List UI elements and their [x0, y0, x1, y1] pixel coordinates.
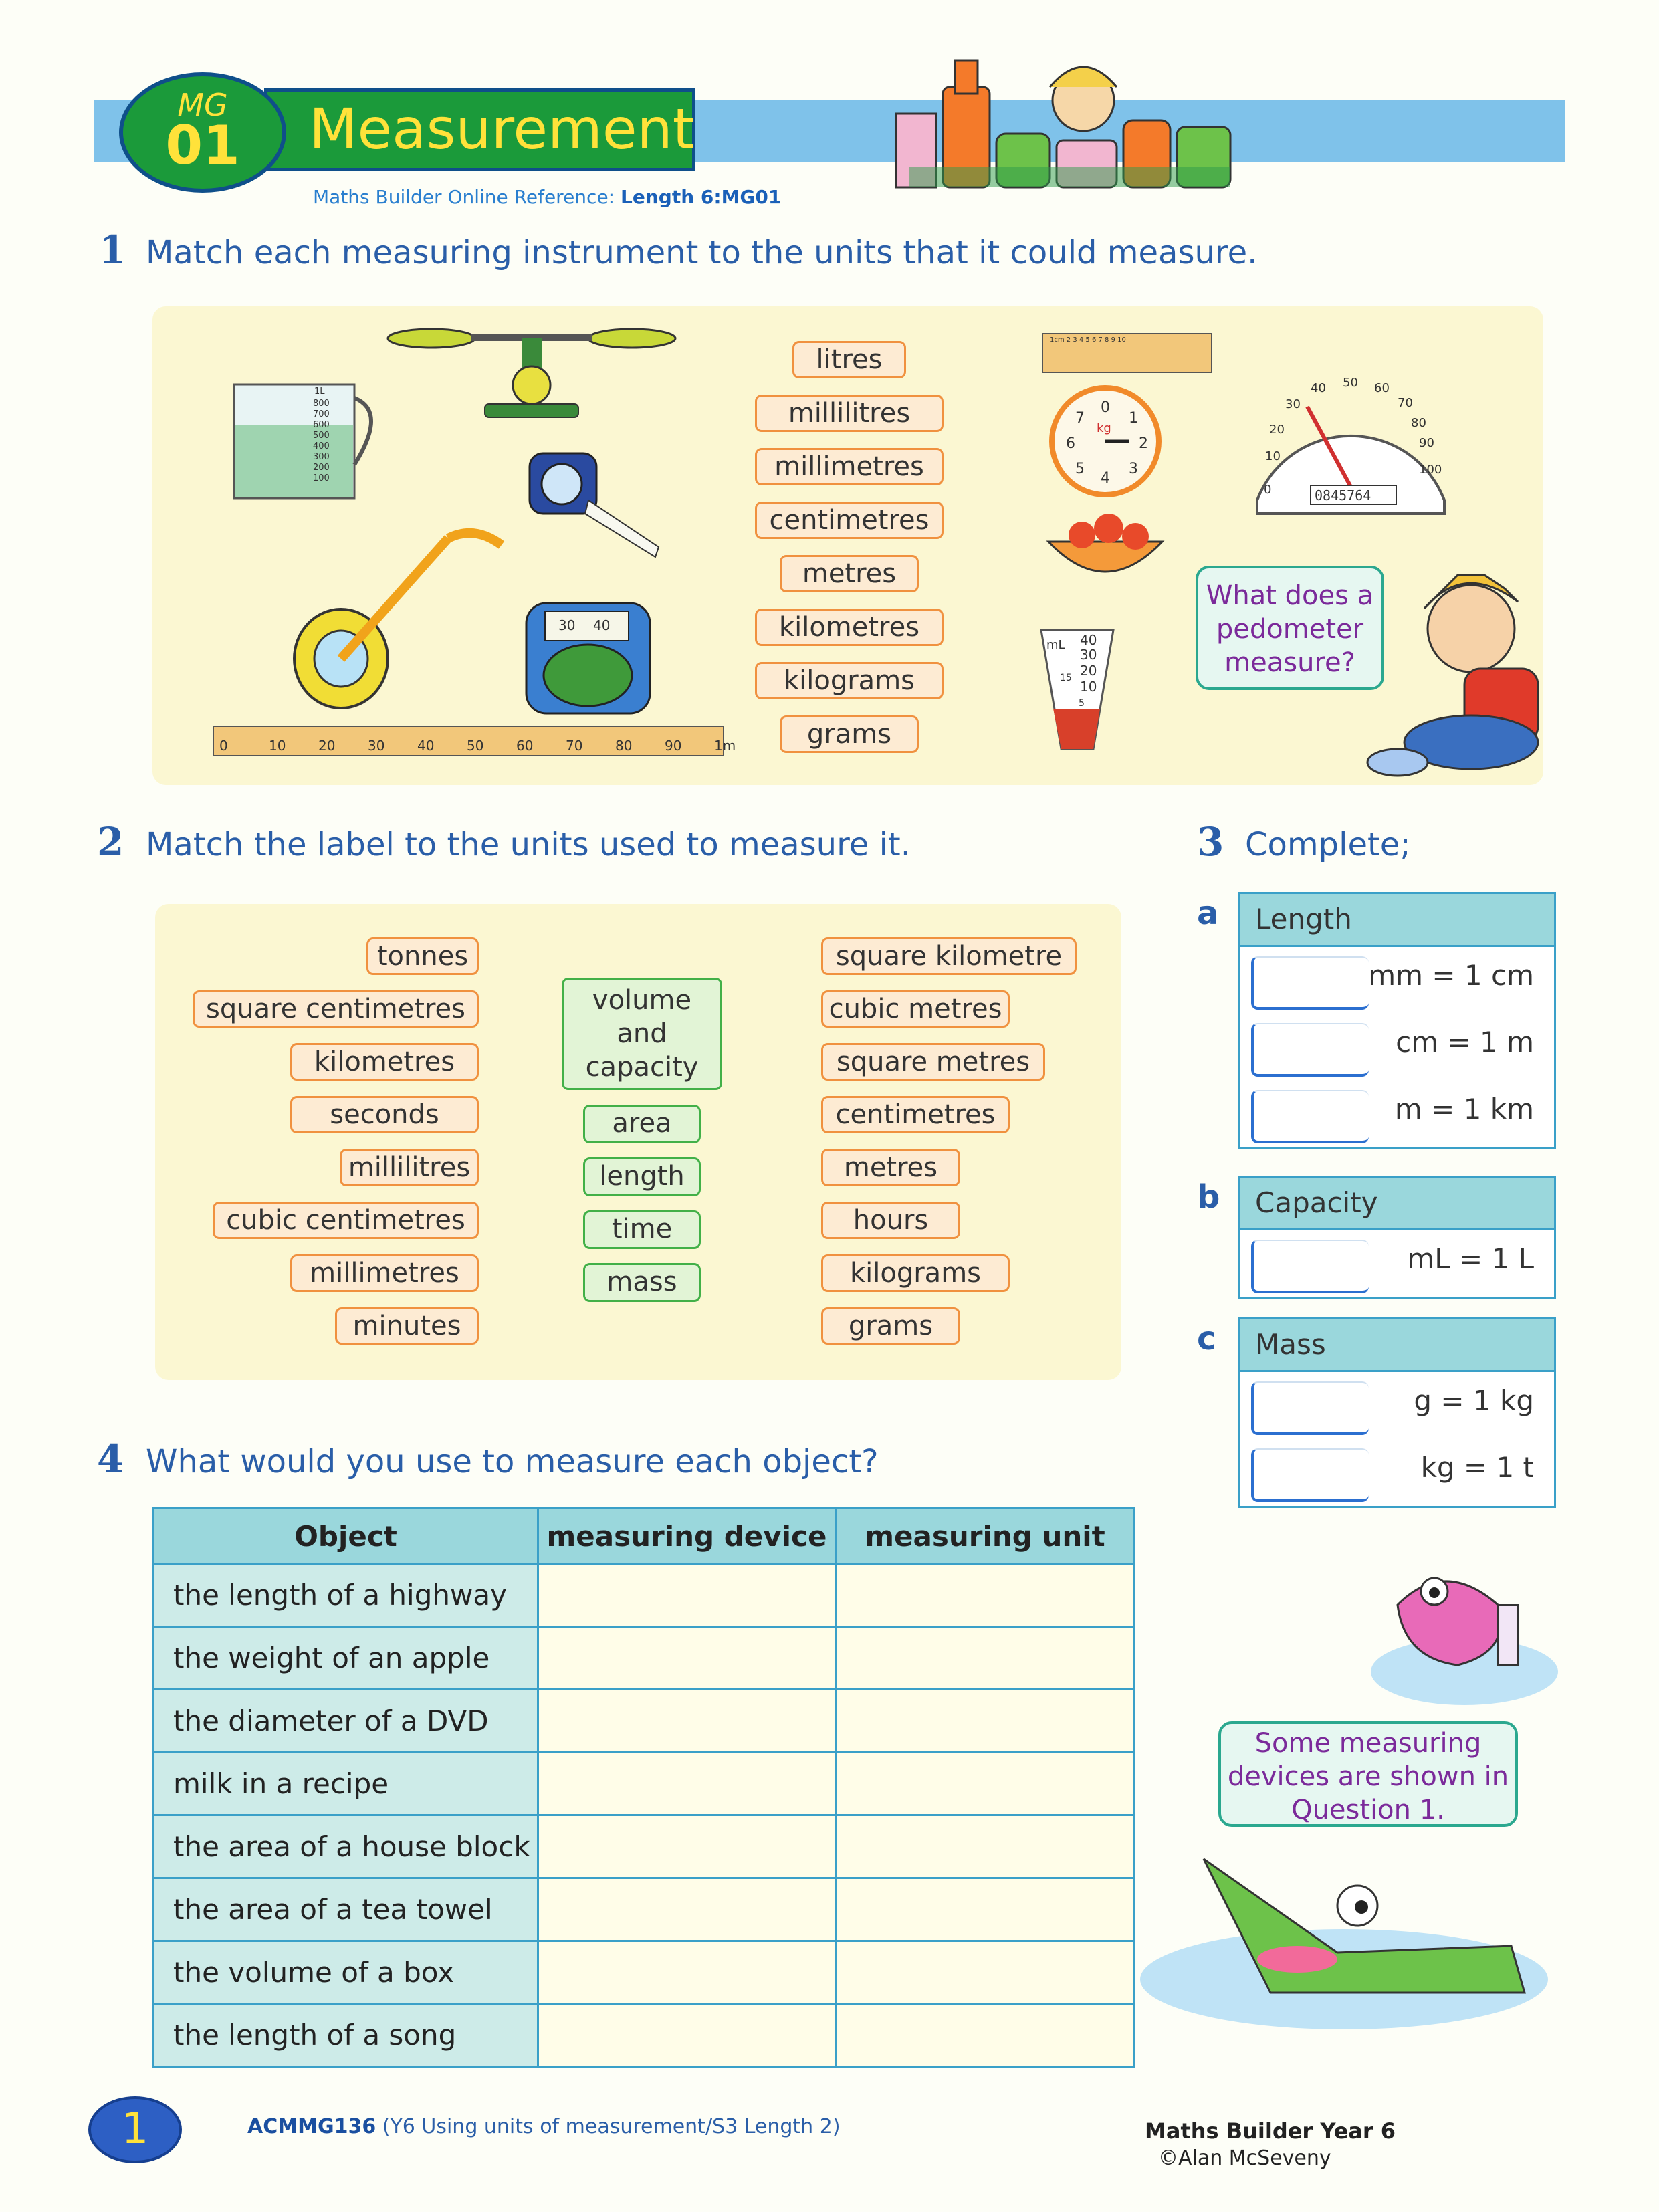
curriculum-code-desc: (Y6 Using units of measurement/S3 Length 2) [382, 2115, 841, 2138]
q2-right-unit[interactable]: metres [821, 1149, 960, 1186]
ruler-tick: 70 [566, 738, 583, 754]
object-cell: the length of a song [154, 2004, 538, 2067]
device-answer-cell[interactable] [538, 1815, 836, 1878]
q3-section-title: Capacity [1240, 1178, 1554, 1230]
measuring-cylinder-icon [1040, 629, 1117, 756]
ruler-tick: 90 [665, 738, 682, 754]
cylinder-tick: 20 [1080, 663, 1097, 679]
q2-left-unit[interactable]: cubic centimetres [213, 1202, 479, 1239]
q3-row [1240, 1372, 1554, 1439]
scale-number: 7 [1075, 410, 1085, 427]
jug-tick: 600 [313, 420, 330, 430]
q3-row [1240, 1439, 1554, 1506]
jug-tick: 200 [313, 463, 330, 473]
speed-tick: 20 [1269, 423, 1285, 437]
device-answer-cell[interactable] [538, 1690, 836, 1753]
scale-unit: kg [1097, 421, 1111, 435]
bathroom-scale-icon [525, 602, 652, 715]
q2-right-unit[interactable]: square kilometre [821, 937, 1077, 975]
jug-tick: 300 [313, 452, 330, 462]
q3-answer-box[interactable] [1251, 1240, 1369, 1293]
object-cell: the diameter of a DVD [154, 1690, 538, 1753]
odometer-reading: 0845764 [1315, 487, 1371, 504]
jug-tick: 400 [313, 441, 330, 451]
q3-section-title: Length [1240, 894, 1554, 947]
page-title: Measurement [264, 88, 695, 171]
small-ruler-icon [1042, 333, 1212, 373]
q2-left-unit[interactable]: minutes [335, 1307, 479, 1345]
q2-label[interactable]: mass [583, 1263, 701, 1302]
metre-ruler-icon [213, 726, 736, 756]
jug-tick: 100 [313, 473, 330, 483]
q1-number: 1 [99, 227, 126, 273]
object-cell: the area of a tea towel [154, 1878, 538, 1941]
scale-number: 4 [1101, 470, 1110, 487]
jug-tick: 700 [313, 409, 330, 419]
measuring-jug-icon [227, 371, 381, 505]
jug-tick: 500 [313, 431, 330, 441]
ruler-tick: 0 [219, 738, 228, 754]
unit-answer-cell[interactable] [836, 1878, 1135, 1941]
speed-tick: 50 [1343, 376, 1358, 390]
object-cell: the weight of an apple [154, 1627, 538, 1690]
pedometer-speech-bubble: What does a pedometer measure? [1196, 566, 1384, 690]
topic-code-badge [119, 72, 286, 193]
q3-section-letter: b [1197, 1178, 1220, 1216]
cylinder-tick: 5 [1079, 698, 1085, 709]
speed-tick: 80 [1411, 416, 1426, 430]
speed-tick: 10 [1265, 449, 1281, 463]
unit-answer-cell[interactable] [836, 1753, 1135, 1815]
q2-left-unit[interactable]: kilometres [290, 1043, 479, 1081]
speed-tick: 40 [1311, 381, 1326, 395]
unit-answer-cell[interactable] [836, 1627, 1135, 1690]
ruler-tick: 80 [615, 738, 633, 754]
speed-tick: 100 [1419, 463, 1442, 477]
q2-text: Match the label to the units used to measure it. [146, 826, 911, 863]
q3-row-text: m = 1 km [1394, 1093, 1534, 1125]
q3-section-box [1238, 1176, 1556, 1299]
croc-speech-bubble: Some measuring devices are shown in Question 1. [1218, 1721, 1518, 1827]
q1-unit-label[interactable]: grams [780, 715, 919, 753]
q3-section-letter: a [1197, 895, 1219, 932]
q3-section-letter: c [1197, 1320, 1216, 1357]
q3-section-box [1238, 1317, 1556, 1508]
q1-unit-label[interactable]: millilitres [755, 395, 944, 432]
device-answer-cell[interactable] [538, 1941, 836, 2004]
crocodile-illustration [1137, 1832, 1551, 2033]
object-cell: the area of a house block [154, 1815, 538, 1878]
q2-left-unit[interactable]: millimetres [290, 1254, 479, 1292]
online-reference [313, 186, 781, 208]
measurement-table [152, 1507, 1135, 2068]
ruler-tick: 40 [417, 738, 435, 754]
ref-value: Length 6:MG01 [621, 186, 782, 208]
q2-left-unit[interactable]: square centimetres [193, 990, 479, 1028]
small-ruler-ticks: 1cm 2 3 4 5 6 7 8 9 10 [1050, 336, 1126, 344]
page-number: 1 [88, 2096, 182, 2163]
q3-answer-box[interactable] [1251, 1023, 1369, 1077]
speed-tick: 90 [1419, 436, 1434, 450]
scale-tick: 40 [593, 617, 611, 633]
q1-unit-label[interactable]: kilometres [755, 609, 944, 646]
book-title: Maths Builder Year 6 [1145, 2118, 1396, 2144]
table-row [154, 1878, 1135, 1941]
bottles-illustration [883, 47, 1257, 201]
unit-answer-cell[interactable] [836, 1815, 1135, 1878]
q3-row-text: mm = 1 cm [1368, 959, 1534, 992]
cylinder-tick: 10 [1080, 679, 1097, 695]
col-unit: measuring unit [836, 1509, 1135, 1564]
topic-code-bottom: 01 [165, 114, 240, 177]
q1-unit-label[interactable]: centimetres [755, 502, 944, 539]
fish-illustration [1357, 1551, 1558, 1712]
ruler-tick: 50 [467, 738, 484, 754]
device-answer-cell[interactable] [538, 1627, 836, 1690]
table-row [154, 2004, 1135, 2067]
scale-number: 1 [1129, 410, 1138, 427]
table-row [154, 1690, 1135, 1753]
q1-unit-label[interactable]: millimetres [755, 448, 944, 485]
cylinder-tick: 30 [1080, 647, 1097, 663]
q1-unit-label[interactable]: kilograms [755, 662, 944, 699]
q3-answer-box[interactable] [1251, 1381, 1369, 1435]
curriculum-code [247, 2115, 841, 2138]
q2-label[interactable]: time [583, 1210, 701, 1249]
cylinder-tick: 40 [1080, 632, 1097, 648]
q3-section-box [1238, 892, 1556, 1149]
q2-right-unit[interactable]: grams [821, 1307, 960, 1345]
q1-text: Match each measuring instrument to the units that it could measure. [146, 234, 1258, 271]
device-answer-cell[interactable] [538, 2004, 836, 2067]
q1-unit-label[interactable]: litres [792, 341, 906, 378]
q3-answer-box[interactable] [1251, 956, 1369, 1010]
ruler-tick: 20 [318, 738, 336, 754]
ref-label: Maths Builder Online Reference: [313, 186, 615, 208]
q2-right-unit[interactable]: kilograms [821, 1254, 1010, 1292]
scale-number: 2 [1139, 435, 1148, 452]
jug-tick: 800 [313, 399, 330, 409]
q2-right-unit[interactable]: centimetres [821, 1096, 1010, 1133]
ruler-tick: 10 [269, 738, 286, 754]
scale-number: 6 [1066, 435, 1075, 452]
table-row [154, 1627, 1135, 1690]
q2-left-unit[interactable]: tonnes [366, 937, 479, 975]
object-cell: the volume of a box [154, 1941, 538, 2004]
device-answer-cell[interactable] [538, 1878, 836, 1941]
q3-row-text: mL = 1 L [1407, 1242, 1534, 1275]
q3-row-text: g = 1 kg [1414, 1384, 1534, 1417]
topic-code-top: MG [177, 87, 228, 123]
q2-number: 2 [97, 819, 124, 865]
device-answer-cell[interactable] [538, 1564, 836, 1627]
speed-tick: 60 [1374, 381, 1390, 395]
tape-measure-icon [528, 447, 662, 560]
q3-answer-box[interactable] [1251, 1448, 1369, 1502]
q3-text: Complete; [1245, 826, 1411, 863]
kitchen-scale-icon [1042, 381, 1176, 595]
q2-right-unit[interactable]: square metres [821, 1043, 1045, 1081]
object-cell: the length of a highway [154, 1564, 538, 1627]
table-row [154, 1753, 1135, 1815]
unit-answer-cell[interactable] [836, 1941, 1135, 2004]
speed-tick: 70 [1398, 396, 1413, 410]
q2-label[interactable]: area [583, 1105, 701, 1143]
scale-tick: 30 [558, 617, 576, 633]
ruler-tick: 30 [368, 738, 385, 754]
ruler-tick: 1m [714, 738, 736, 754]
q2-label[interactable]: length [583, 1157, 701, 1196]
unit-answer-cell[interactable] [836, 1564, 1135, 1627]
cylinder-tick: 15 [1060, 673, 1072, 683]
q2-right-unit[interactable]: cubic metres [821, 990, 1010, 1028]
q2-left-unit[interactable]: seconds [290, 1096, 479, 1133]
scale-number: 0 [1101, 399, 1110, 416]
scale-number: 3 [1129, 461, 1138, 477]
q3-row [1240, 1230, 1554, 1297]
q4-number: 4 [97, 1436, 124, 1482]
q3-row [1240, 947, 1554, 1014]
unit-answer-cell[interactable] [836, 1690, 1135, 1753]
cylinder-unit: mL [1046, 638, 1065, 652]
q4-text: What would you use to measure each object? [146, 1443, 879, 1480]
table-row [154, 1564, 1135, 1627]
col-object: Object [154, 1509, 538, 1564]
speed-tick: 0 [1264, 483, 1272, 497]
q3-row [1240, 1014, 1554, 1081]
table-row [154, 1815, 1135, 1878]
q3-section-title: Mass [1240, 1319, 1554, 1372]
q2-label[interactable]: volume and capacity [562, 978, 722, 1090]
speed-tick: 30 [1285, 397, 1301, 411]
copyright: ©Alan McSeveny [1158, 2146, 1331, 2170]
balance-scale-icon [384, 325, 679, 422]
col-device: measuring device [538, 1509, 836, 1564]
q3-row-text: cm = 1 m [1396, 1026, 1534, 1059]
curriculum-code-id: ACMMG136 [247, 2115, 376, 2138]
q2-right-unit[interactable]: hours [821, 1202, 960, 1239]
q3-row-text: kg = 1 t [1420, 1451, 1534, 1484]
trundle-wheel-icon [288, 525, 515, 712]
jug-tick: 1L [314, 386, 325, 397]
q3-row [1240, 1081, 1554, 1147]
q1-unit-label[interactable]: metres [780, 555, 919, 592]
object-cell: milk in a recipe [154, 1753, 538, 1815]
q3-answer-box[interactable] [1251, 1090, 1369, 1143]
device-answer-cell[interactable] [538, 1753, 836, 1815]
ruler-tick: 60 [516, 738, 534, 754]
q2-left-unit[interactable]: millilitres [340, 1149, 479, 1186]
speedometer-icon [1244, 366, 1458, 527]
unit-answer-cell[interactable] [836, 2004, 1135, 2067]
scale-number: 5 [1075, 461, 1085, 477]
table-row [154, 1941, 1135, 2004]
q3-number: 3 [1197, 819, 1224, 865]
